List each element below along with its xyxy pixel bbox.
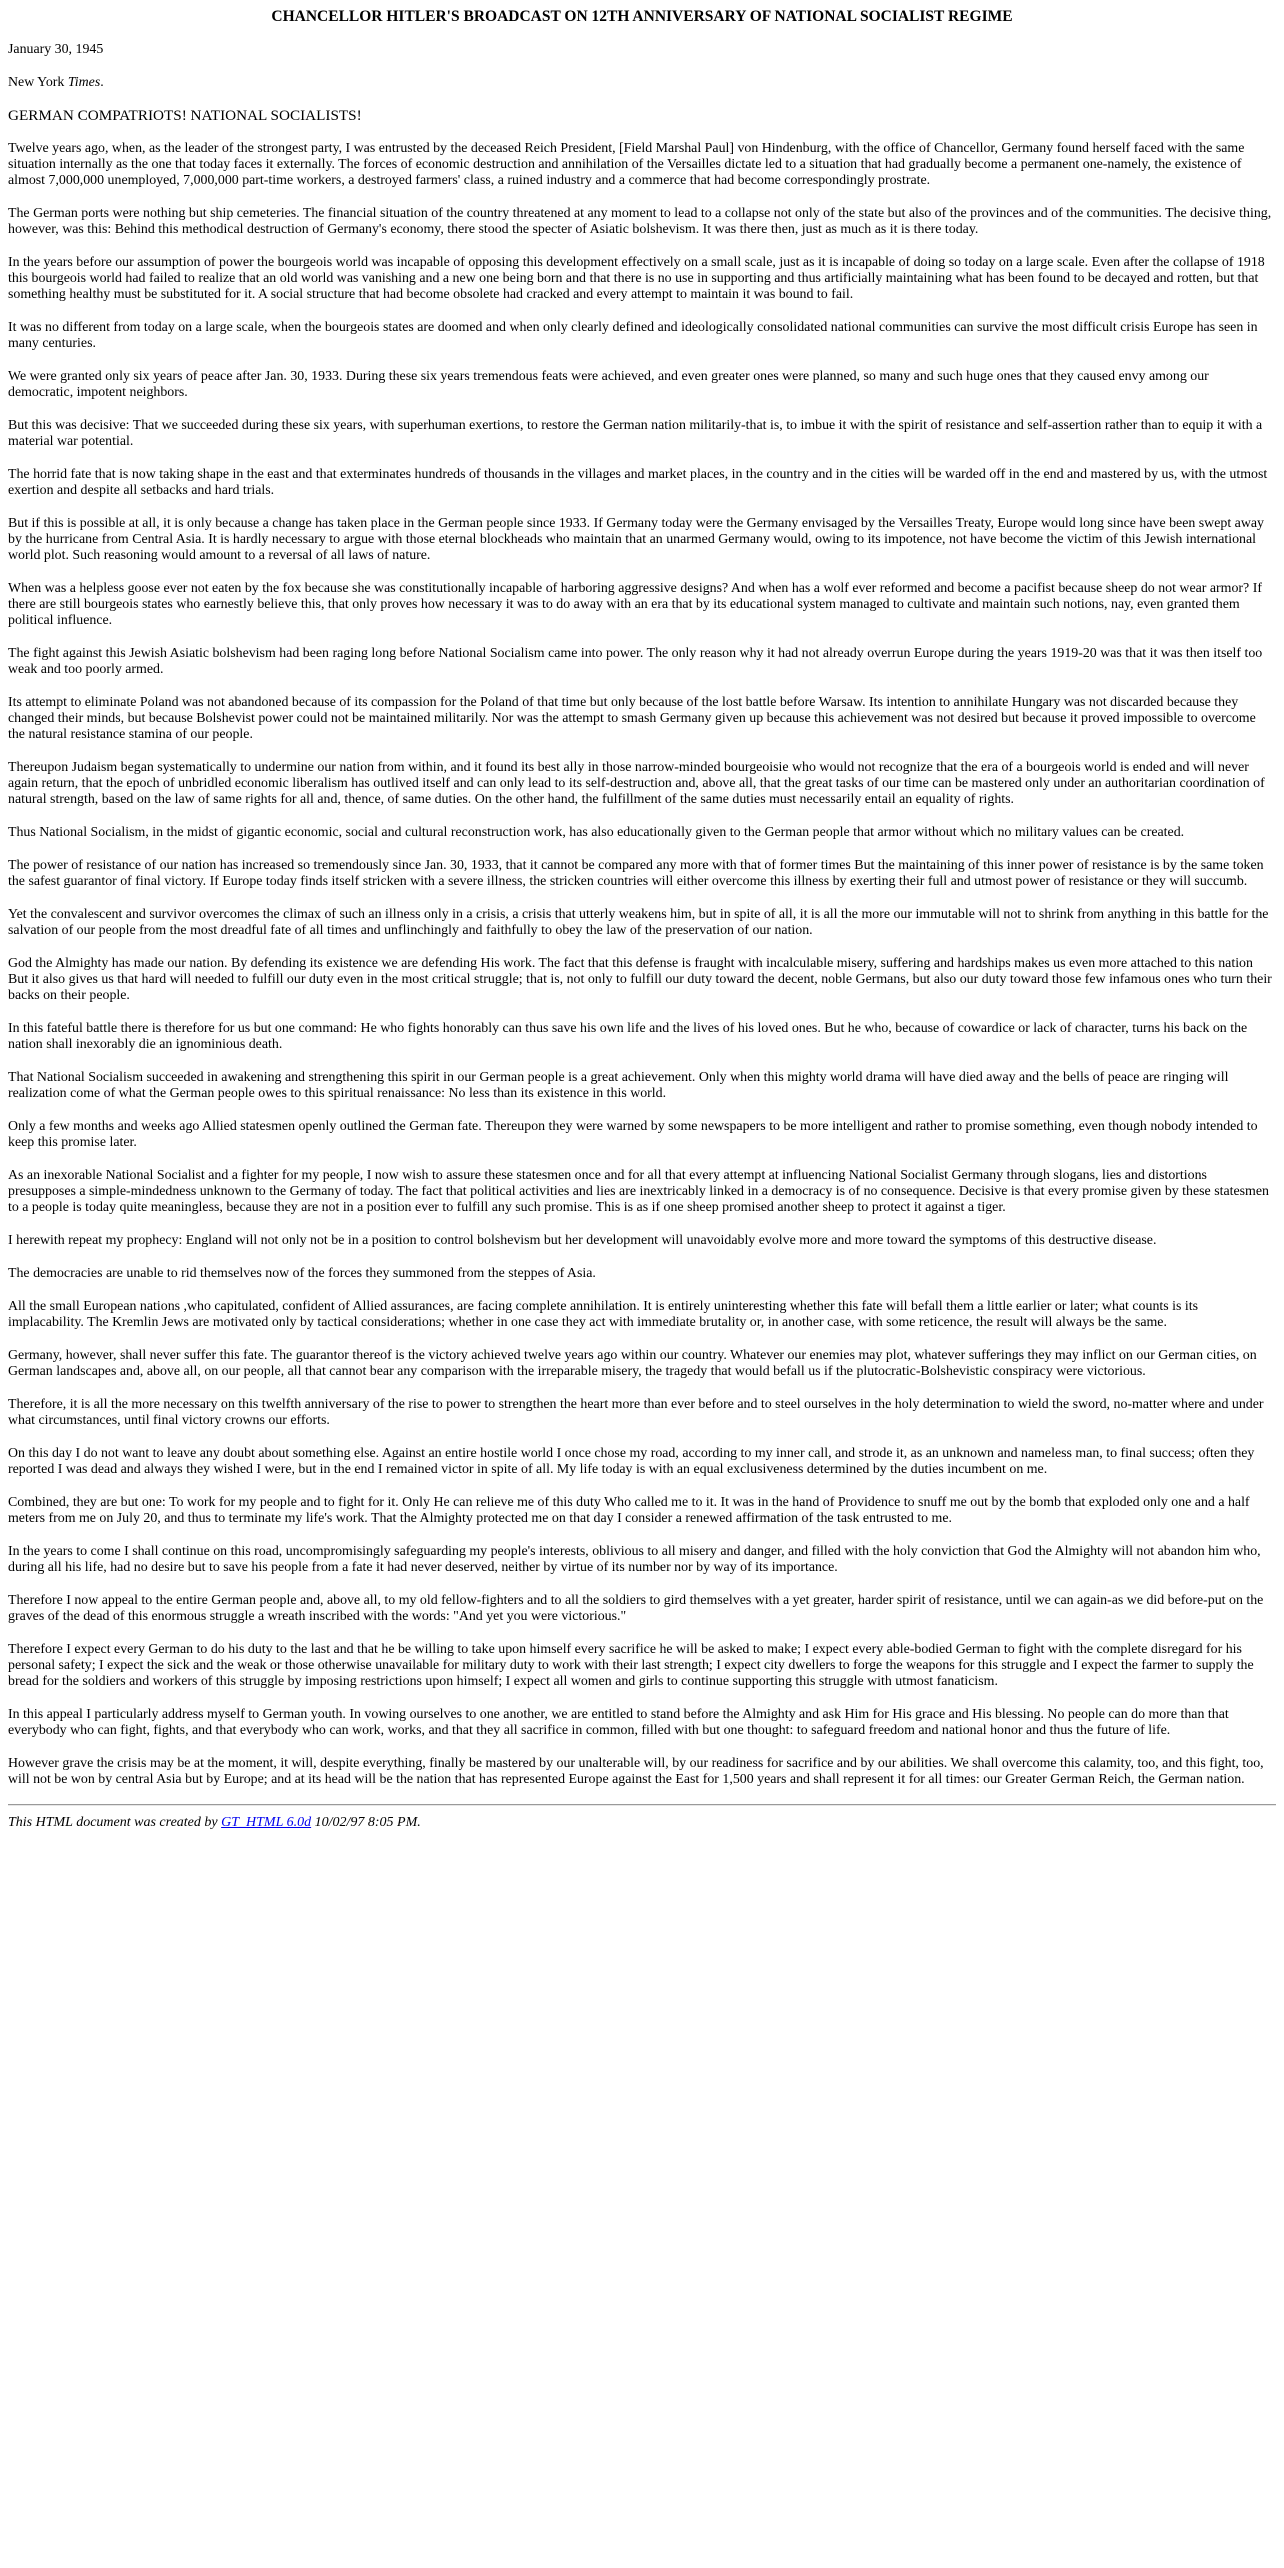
salutation: GERMAN COMPATRIOTS! NATIONAL SOCIALISTS! [8,107,362,124]
speech-paragraph: Twelve years ago, when, as the leader of the strongest party, I was entrusted by the deceased Reich President, [Field Marshal Paul] von Hindenburg, with the office of Chancellor, Germany found herself faced with the same situation internally as the one that today faces it externally. The forces of economic destruction and annihilation of the Versailles dictate led to a situation that had gradually become a permanent one-namely, the existence of almost 7,000,000 unemployed, 7,000,000 part-time workers, a destroyed farmers' class, a ruined industry and a commerce that had become correspondingly prostrate. [8,141,1245,188]
speech-paragraph: In the years to come I shall continue on this road, uncompromisingly safeguarding my people's interests, oblivious to all misery and danger, and filled with the holy conviction that God the Almighty will not abandon him who, during all his life, had no desire but to save his people from a fate it had never deserved, neither by virtue of its number nor by way of its importance. [8,1544,1261,1575]
speech-paragraph: It was no different from today on a large scale, when the bourgeois states are doomed and when only clearly defined and ideologically consolidated national communities can survive the most difficult crisis Europe has seen in many centuries. [8,320,1258,351]
speech-paragraph: All the small European nations ,who capitulated, confident of Allied assurances, are facing complete annihilation. It is entirely uninteresting whether this fate will befall them a little earlier or later; what counts is its implacability. The Kremlin Jews are motivated only by tactical considerations; whether in one case they act with immediate brutality or, in another case, with some reticence, the result will always be the same. [8,1299,1198,1330]
footer-suffix: 10/02/97 8:05 PM. [311,1815,421,1830]
speech-paragraph: The democracies are unable to rid themselves now of the forces they summoned from the steppes of Asia. [8,1266,596,1281]
source-publication: Times [67,75,101,90]
source-prefix: New York [8,75,68,90]
footer-divider [8,1804,1276,1806]
speech-paragraph: The horrid fate that is now taking shape in the east and that exterminates hundreds of thousands in the villages and market places, in the country and in the cities will be warded off in the end and mastered by us, with the utmost exertion and despite all setbacks and hard trials. [8,467,1268,498]
footer-prefix: This HTML document was created by [8,1815,222,1830]
source-line [8,75,1276,91]
document-title: CHANCELLOR HITLER'S BROADCAST ON 12TH ANNIVERSARY OF NATIONAL SOCIALIST REGIME [271,8,1013,25]
speech-paragraph: God the Almighty has made our nation. By defending its existence we are defending His work. The fact that this defense is fraught with incalculable misery, suffering and hardships makes us even more attached to this nation But it also gives us that hard will needed to fulfill our duty even in the most critical struggle; that is, not only to fulfill our duty toward the decent, noble Germans, but also our duty toward those few infamous ones who turn their backs on their people. [8,956,1272,1003]
document-date: January 30, 1945 [8,42,104,57]
speech-paragraph: Germany, however, shall never suffer this fate. The guarantor thereof is the victory achieved twelve years ago within our country. Whatever our enemies may plot, whatever sufferings they may inflict on our German cities, on German landscapes and, above all, on our people, all that cannot bear any comparison with the irreparable misery, the tragedy that would befall us if the plutocratic-Bolshevistic conspiracy were victorious. [8,1348,1257,1379]
speech-paragraph: On this day I do not want to leave any doubt about something else. Against an entire hostile world I once chose my road, according to my inner call, and strode it, as an unknown and nameless man, to final success; often they reported I was dead and always they wished I were, but in the end I remained victor in spite of all. My life today is with an equal exclusiveness determined by the duties incumbent on me. [8,1446,1255,1477]
speech-paragraph: The German ports were nothing but ship cemeteries. The financial situation of the country threatened at any moment to lead to a collapse not only of the state but also of the provinces and of the communities. The decisive thing, however, was this: Behind this methodical destruction of Germany's economy, there stood the specter of Asiatic bolshevism. It was there then, just as much as it is there today. [8,206,1272,237]
speech-body [8,141,1276,1788]
speech-paragraph: The power of resistance of our nation has increased so tremendously since Jan. 30, 1933, that it cannot be compared any more with that of former times But the maintaining of this inner power of resistance is by the same token the safest guarantor of final victory. If Europe today finds itself stricken with a severe illness, the stricken countries will either overcome this illness by exerting their full and utmost power of resistance or they will succumb. [8,858,1264,889]
speech-paragraph: Therefore I expect every German to do his duty to the last and that he be willing to take upon himself every sacrifice he will be asked to make; I expect every able-bodied German to fight with the complete disregard for his personal safety; I expect the sick and the weak or those otherwise unavailable for military duty to work with their last strength; I expect city dwellers to forge the weapons for this struggle and I expect the farmer to supply the bread for the soldiers and workers of this struggle by imposing restrictions upon himself; I expect all women and girls to continue supporting this struggle with utmost fanaticism. [8,1642,1254,1689]
speech-paragraph: Combined, they are but one: To work for my people and to fight for it. Only He can relieve me of this duty Who called me to it. It was in the hand of Providence to snuff me out by the bomb that exploded only one and a half meters from me on July 20, and thus to terminate my life's work. That the Almighty protected me on that day I consider a renewed affirmation of the task entrusted to me. [8,1495,1250,1526]
speech-paragraph: Therefore, it is all the more necessary on this twelfth anniversary of the rise to power to strengthen the heart more than ever before and to steel ourselves in the holy determination to wield the sword, no-matter where and under what circumstances, until final victory crowns our efforts. [8,1397,1264,1428]
speech-paragraph: However grave the crisis may be at the moment, it will, despite everything, finally be mastered by our unalterable will, by our readiness for sacrifice and by our abilities. We shall overcome this calamity, too, and this fight, too, will not be won by central Asia but by Europe; and at its head will be the nation that has represented Europe against the East for 1,500 years and shall represent it for all times: our Greater German Reich, the German nation. [8,1756,1264,1787]
speech-paragraph: Thereupon Judaism began systematically to undermine our nation from within, and it found its best ally in those narrow-minded bourgeoisie who would not recognize that the era of a bourgeois world is ended and will never again return, that the epoch of unbridled economic liberalism has outlived itself and can only lead to its self-destruction and, above all, that the great tasks of our time can be mastered only under an authoritarian coordination of natural strength, based on the law of same rights for all and, thence, of same duties. On the other hand, the fulfillment of the same duties must necessarily entail an equality of rights. [8,760,1265,807]
speech-paragraph: Thus National Socialism, in the midst of gigantic economic, social and cultural reconstruction work, has also educationally given to the German people that armor without which no military values can be created. [8,825,1185,840]
speech-paragraph: As an inexorable National Socialist and a fighter for my people, I now wish to assure these statesmen once and for all that every attempt at influencing National Socialist Germany through slogans, lies and distortions presupposes a simple-mindedness unknown to the Germany of today. The fact that political activities and lies are inextricably linked in a democracy is of no consequence. Decisive is that every promise given by these statesmen to a people is today quite meaningless, because they are not in a position ever to fulfill any such promise. This is as if one sheep promised another sheep to protect it against a tiger. [8,1168,1269,1215]
speech-paragraph: Only a few months and weeks ago Allied statesmen openly outlined the German fate. Thereupon they were warned by some newspapers to be more intelligent and rather to promise something, even though nobody intended to keep this promise later. [8,1119,1258,1150]
speech-paragraph: The fight against this Jewish Asiatic bolshevism had been raging long before National Socialism came into power. The only reason why it had not already overrun Europe during the years 1919-20 was that it was then itself too weak and too poorly armed. [8,646,1263,677]
source-suffix: . [100,75,104,90]
speech-paragraph: In this appeal I particularly address myself to German youth. In vowing ourselves to one another, we are entitled to stand before the Almighty and ask Him for His grace and His blessing. No people can do more than that everybody who can fight, fights, and that everybody who can work, works, and that they all sacrifice in common, filled with but one thought: to safeguard freedom and national honor and thus the future of life. [8,1707,1229,1738]
speech-paragraph: Yet the convalescent and survivor overcomes the climax of such an illness only in a crisis, a crisis that utterly weakens him, but in spite of all, it is all the more our immutable will not to shrink from anything in this battle for the salvation of our people from the most dreadful fate of all times and unflinchingly and faithfully to obey the law of the preservation of our nation. [8,907,1269,938]
speech-paragraph: When was a helpless goose ever not eaten by the fox because she was constitutionally incapable of harboring aggressive designs? And when has a wolf ever reformed and become a pacifist because sheep do not wear armor? If there are still bourgeois states who earnestly believe this, that only proves how necessary it was to do away with an era that by its educational system managed to cultivate and maintain such notions, nay, even granted them political influence. [8,581,1262,628]
speech-paragraph: Therefore I now appeal to the entire German people and, above all, to my old fellow-fighters and to all the soldiers to gird themselves with a yet greater, harder spirit of resistance, until we can again-as we did before-put on the graves of the dead of this enormous struggle a wreath inscribed with the words: "And yet you were victorious." [8,1593,1264,1624]
document-page [8,0,1276,1831]
footer-note [8,1815,1276,1831]
speech-paragraph: Its attempt to eliminate Poland was not abandoned because of its compassion for the Poland of that time but only because of the lost battle before Warsaw. Its intention to annihilate Hungary was not discarded because they changed their minds, but because Bolshevist power could not be maintained militarily. Nor was the attempt to smash Germany given up because this achievement was not desired but because it proved impossible to overcome the natural resistance stamina of our people. [8,695,1256,742]
speech-paragraph: But if this is possible at all, it is only because a change has taken place in the German people since 1933. If Germany today were the Germany envisaged by the Versailles Treaty, Europe would long since have been swept away by the hurricane from Central Asia. It is hardly necessary to argue with those eternal blockheads who maintain that an unarmed Germany would, owing to its impotence, not have become the victim of this Jewish international world plot. Such reasoning would amount to a reversal of all laws of nature. [8,516,1264,563]
speech-paragraph: But this was decisive: That we succeeded during these six years, with superhuman exertions, to restore the German nation militarily-that is, to imbue it with the spirit of resistance and self-assertion rather than to equip it with a material war potential. [8,418,1263,449]
speech-paragraph: We were granted only six years of peace after Jan. 30, 1933. During these six years tremendous feats were achieved, and even greater ones were planned, so many and such huge ones that they caused envy among our democratic, impotent neighbors. [8,369,1209,400]
speech-paragraph: In the years before our assumption of power the bourgeois world was incapable of opposing this development effectively on a small scale, just as it is incapable of doing so today on a large scale. Even after the collapse of 1918 this bourgeois world had failed to realize that an old world was vanishing and a new one being born and that there is no use in supporting and thus artificially maintaining what has been found to be decayed and rotten, but that something healthy must be substituted for it. A social structure that had become obsolete had cracked and every attempt to maintain it was bound to fail. [8,255,1265,302]
speech-paragraph: That National Socialism succeeded in awakening and strengthening this spirit in our German people is a great achievement. Only when this mighty world drama will have died away and the bells of peace are ringing will realization come of what the German people owes to this spiritual renaissance: No less than its existence in this world. [8,1070,1229,1101]
speech-paragraph: In this fateful battle there is therefore for us but one command: He who fights honorably can thus save his own life and the lives of his loved ones. But he who, because of cowardice or lack of character, turns his back on the nation shall inexorably die an ignominious death. [8,1021,1248,1052]
generator-link[interactable]: GT_HTML 6.0d [221,1815,312,1830]
speech-paragraph: I herewith repeat my prophecy: England will not only not be in a position to control bolshevism but her development will unavoidably evolve more and more toward the symptoms of this destructive disease. [8,1233,1157,1248]
